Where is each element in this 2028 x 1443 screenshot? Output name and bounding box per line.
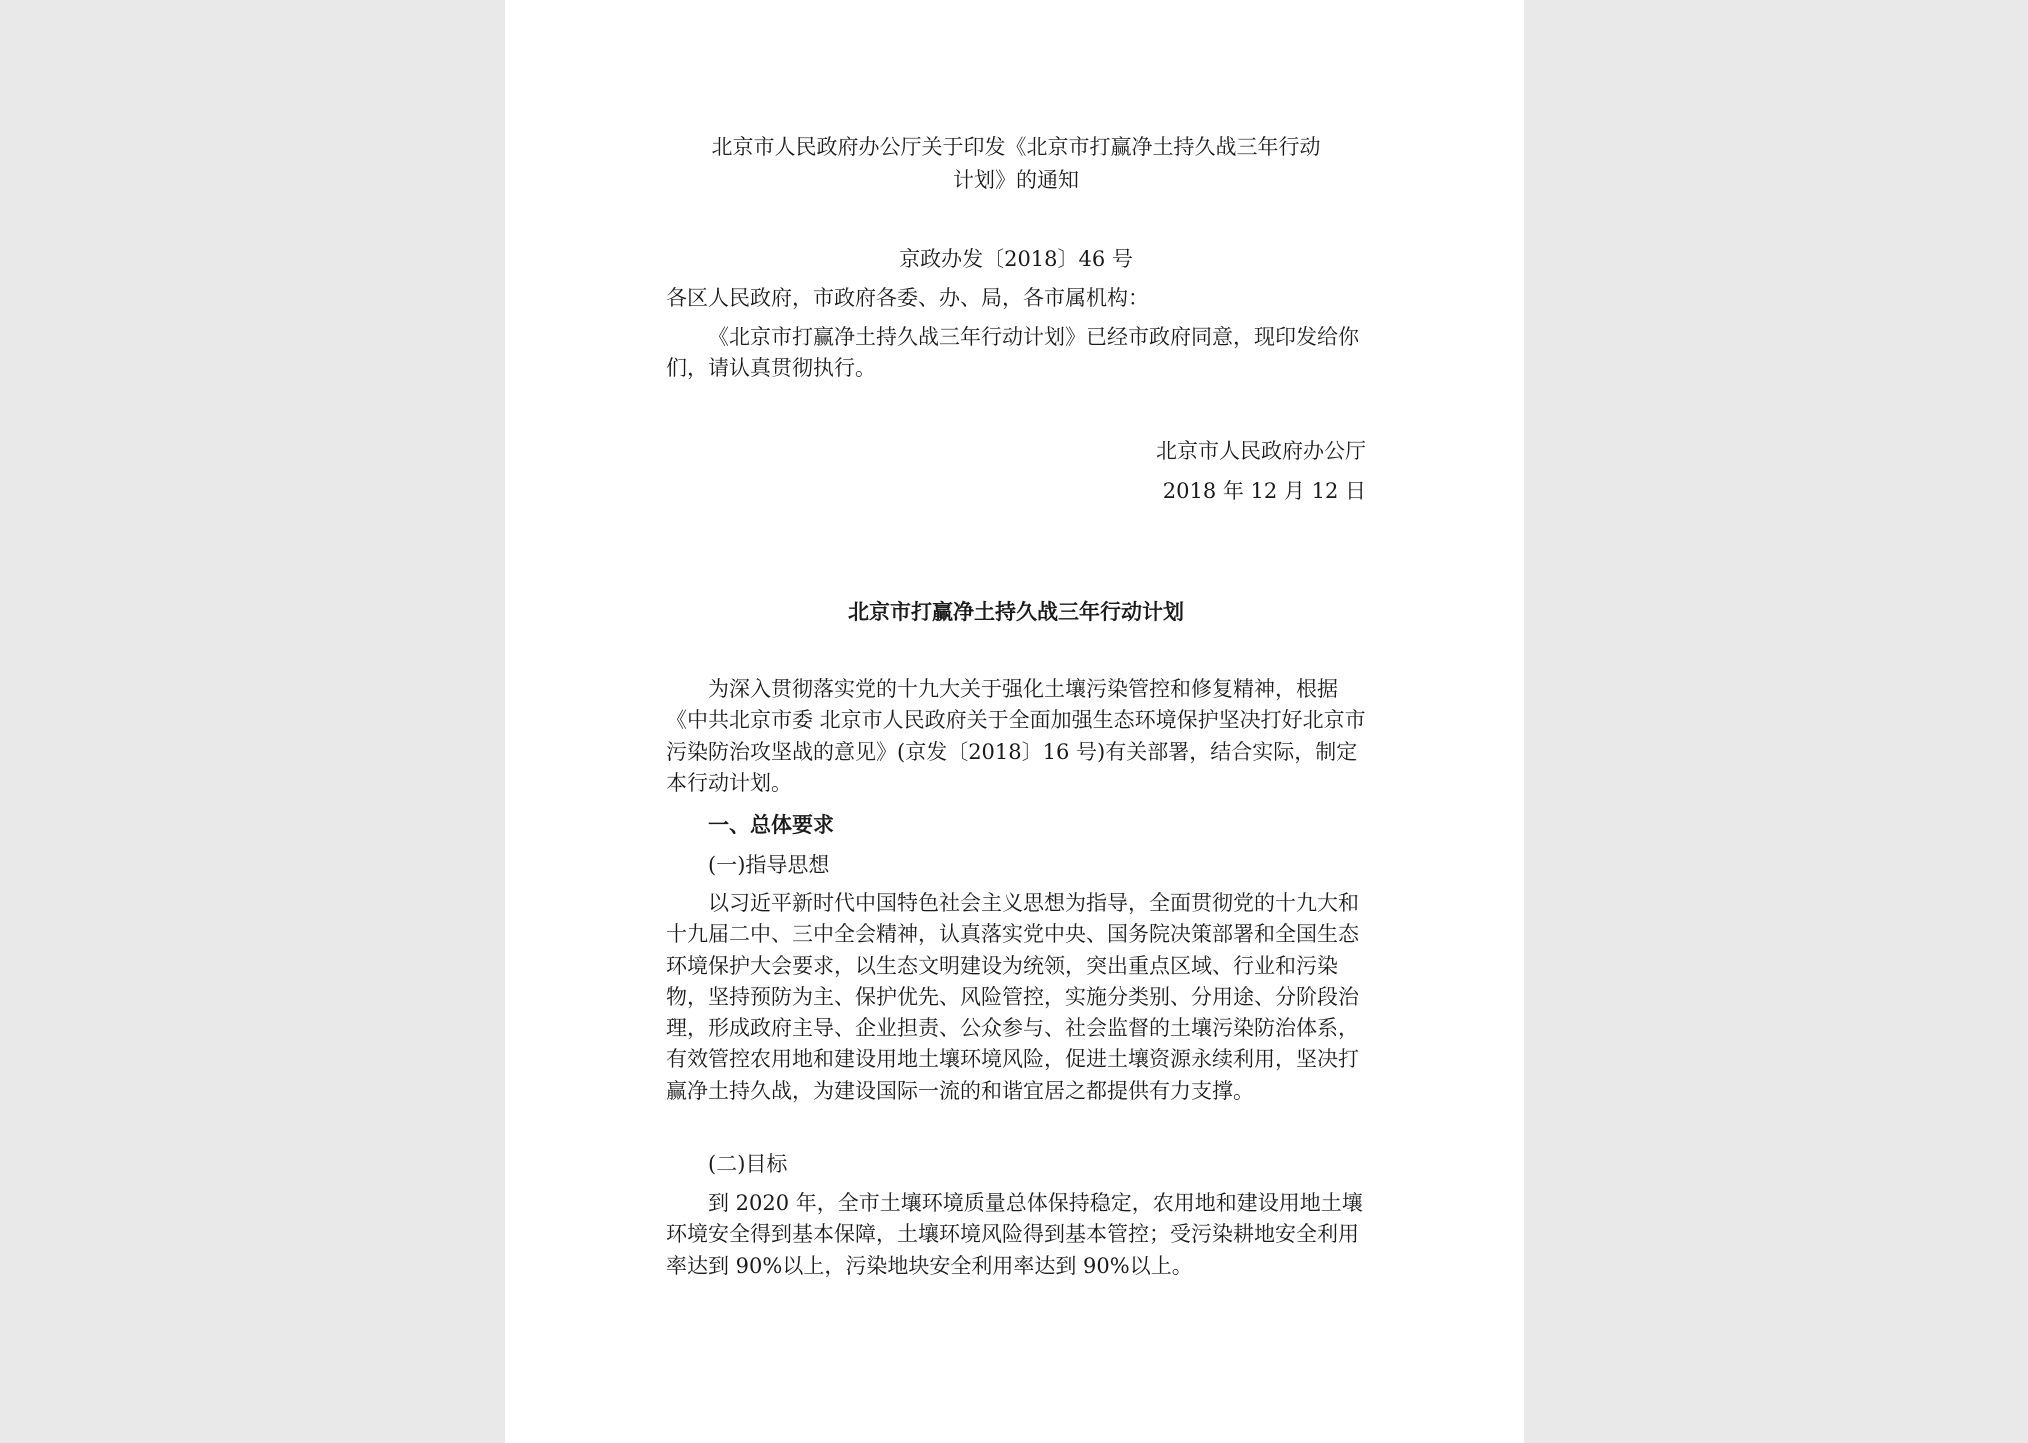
- subsection-heading-targets: (二)目标: [708, 1152, 788, 1176]
- addressee: 各区人民政府，市政府各委、办、局，各市属机构：: [666, 286, 1149, 310]
- notice-title-line-1: 北京市人民政府办公厅关于印发《北京市打赢净土持久战三年行动: [711, 135, 1321, 159]
- plan-intro-paragraph: 为深入贯彻落实党的十九大关于强化土壤污染管控和修复精神，根据《中共北京市委 北京市人民政府关于全面加强生态环境保护坚决打好北京市污染防治攻坚战的意见》(京发〔2018〕16 号)有关部署，结合实际，制定本行动计划。: [666, 677, 1366, 795]
- subsection-heading-guiding-ideology: (一)指导思想: [708, 853, 830, 877]
- section-heading: 一、总体要求: [708, 812, 834, 837]
- guiding-ideology-paragraph: 以习近平新时代中国特色社会主义思想为指导，全面贯彻党的十九大和十九届二中、三中全会精神，认真落实党中央、国务院决策部署和全国生态环境保护大会要求，以生态文明建设为统领，突出重点区域、行业和污染物，坚持预防为主、保护优先、风险管控，实施分类别、分用途、分阶段治理，形成政府主导、企业担责、公众参与、社会监督的土壤污染防治体系，有效管控农用地和建设用地土壤环境风险，促进土壤资源永续利用，坚决打赢净土持久战，为建设国际一流的和谐宜居之都提供有力支撑。: [666, 891, 1359, 1103]
- signature-organization: 北京市人民政府办公厅: [1156, 439, 1366, 463]
- document-page: [505, 0, 1524, 1443]
- notice-title-line-2: 计划》的通知: [953, 168, 1079, 192]
- targets-paragraph: 到 2020 年，全市土壤环境质量总体保持稳定，农用地和建设用地土壤环境安全得到基本保障，土壤环境风险得到基本管控；受污染耕地安全利用率达到 90%以上，污染地块安全利用率达到 90%以上。: [666, 1191, 1363, 1278]
- document-content: [666, 0, 1366, 1443]
- document-number: 京政办发〔2018〕46 号: [899, 247, 1133, 271]
- signature-date: 2018 年 12 月 12 日: [1162, 479, 1366, 503]
- plan-title: 北京市打赢净土持久战三年行动计划: [848, 599, 1184, 624]
- notice-body: 《北京市打赢净土持久战三年行动计划》已经市政府同意，现印发给你们，请认真贯彻执行。: [666, 325, 1359, 381]
